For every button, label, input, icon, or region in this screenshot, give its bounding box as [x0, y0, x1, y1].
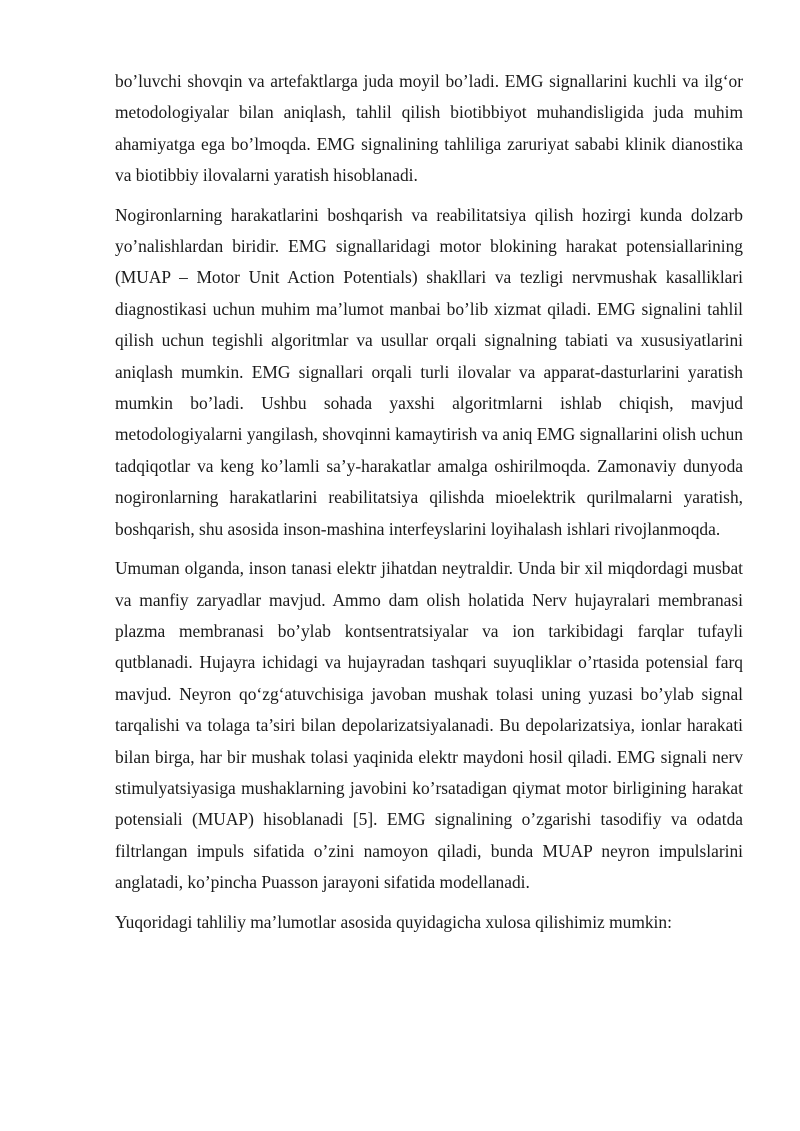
- document-page: [115, 66, 743, 938]
- paragraph-rehabilitation: Nogironlarning harakatlarini boshqarish va reabilitatsiya qilish hozirgi kunda dolzarb yo’nalishlardan biridir. EMG signallaridagi motor blokining harakat potensiallarining (MUAP – Motor Unit Action Potentials) shakllari va tezligi nervmushak kasalliklari diagnostikasi uchun muhim ma’lumot manbai bo’lib xizmat qiladi. EMG signalini tahlil qilish uchun tegishli algoritmlar va usullar orqali signalning tabiati va xususiyatlarini aniqlash mumkin. EMG signallari orqali turli ilovalar va apparat-dasturlarini yaratish mumkin bo’ladi. Ushbu sohada yaxshi algoritmlarni ishlab chiqish, mavjud metodologiyalarni yangilash, shovqinni kamaytirish va aniq EMG signallarini olish uchun tadqiqotlar va keng ko’lamli sa’y-harakatlar amalga oshirilmoqda. Zamonaviy dunyoda nogironlarning harakatlarini reabilitatsiya qilishda mioelektrik qurilmalarni yaratish, boshqarish, shu asosida inson-mashina interfeyslarini loyihalash ishlari rivojlanmoqda.: [115, 204, 743, 539]
- paragraph-body-electrical: Umuman olganda, inson tanasi elektr jihatdan neytraldir. Unda bir xil miqdordagi musbat va manfiy zaryadlar mavjud. Ammo dam olish holatida Nerv hujayralari membranasi plazma membranasi bo’ylab kontsentratsiyalar va ion tarkibidagi farqlar tufayli qutblanadi. Hujayra ichidagi va hujayradan tashqari suyuqliklar o’rtasida potensial farq mavjud. Neyron qo‘zg‘atuvchisiga javoban mushak tolasi uning yuzasi bo’ylab signal tarqalishi va tolaga ta’siri bilan depolarizatsiyalanadi. Bu depolarizatsiya, ionlar harakati bilan birga, har bir mushak tolasi yaqinida elektr maydoni hosil qiladi. EMG signali nerv stimulyatsiyasiga mushaklarning javobini ko’rsatadigan qiymat motor birligining harakat potensiali (MUAP) hisoblanadi [5]. EMG signalining o’zgarishi tasodifiy va odatda filtrlangan impuls sifatida o’zini namoyon qiladi, bunda MUAP neyron impulslarini anglatadi, ko’pincha Puasson jarayoni sifatida modellanadi.: [115, 558, 743, 893]
- paragraph-conclusion-intro: Yuqoridagi tahliliy ma’lumotlar asosida quyidagicha xulosa qilishimiz mumkin:: [115, 911, 672, 932]
- paragraph-emg-noise: bo’luvchi shovqin va artefaktlarga juda moyil bo’ladi. EMG signallarini kuchli va ilg‘or metodologiyalar bilan aniqlash, tahlil qilish biotibbiyot muhandisligida juda muhim ahamiyatga ega bo’lmoqda. EMG signalining tahliliga zaruriyat sababi klinik dianostika va biotibbiy ilovalarni yaratish hisoblanadi.: [115, 71, 743, 186]
